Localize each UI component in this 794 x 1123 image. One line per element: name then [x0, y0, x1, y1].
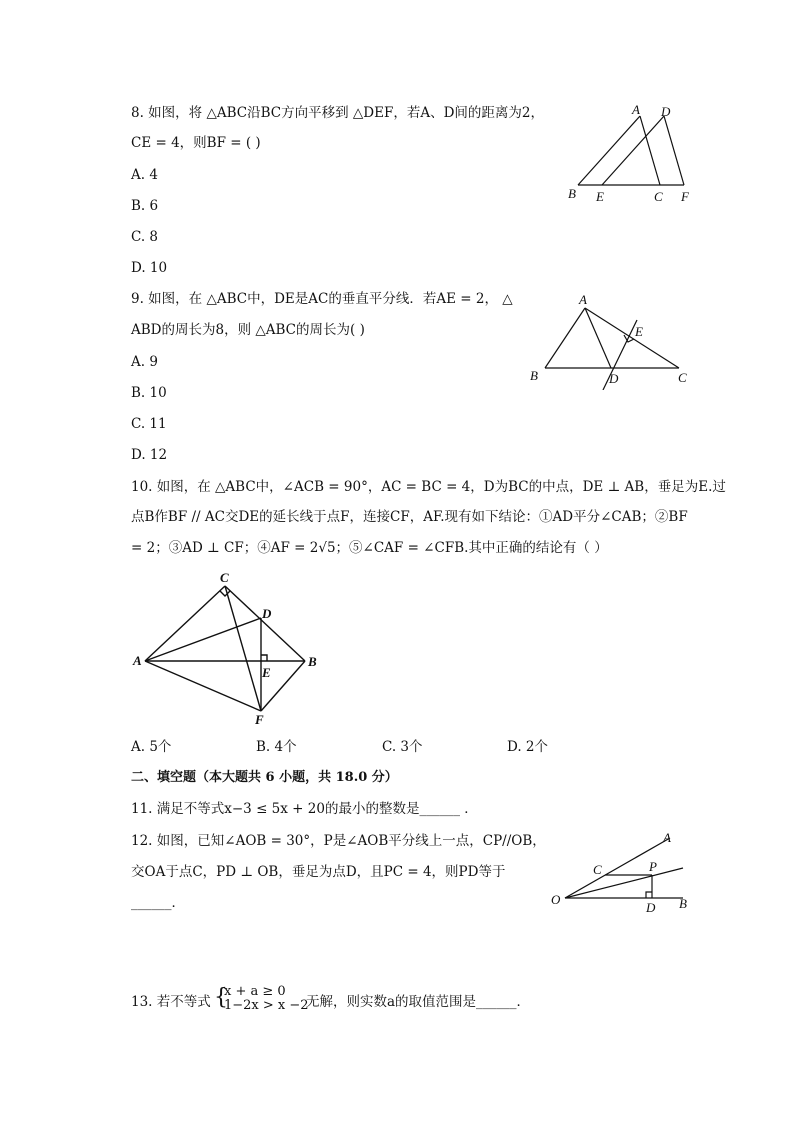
- q10-label-c: C: [220, 570, 229, 585]
- q9-option-d: D. 12: [131, 447, 168, 463]
- q10-label-a: A: [133, 653, 142, 668]
- q12-label-a: A: [663, 830, 671, 845]
- q8-triangle-figure: [560, 100, 710, 210]
- q8-label-e: E: [596, 189, 604, 204]
- q10-label-d: D: [262, 606, 272, 621]
- q10-label-f: F: [255, 712, 264, 727]
- q11-text: 11. 满足不等式x−3 ≤ 5x + 20的最小的整数是______ ．: [131, 801, 478, 817]
- q8-option-a: A. 4: [131, 167, 158, 183]
- q10-label-b: B: [308, 654, 317, 669]
- q10-right-angle-c: [220, 591, 230, 596]
- q10-option-b: B. 4个: [256, 739, 297, 755]
- q8-label-d: D: [661, 104, 671, 119]
- q10-edge-ac: [145, 586, 225, 661]
- q12-line-2: 交OA于点C，PD ⊥ OB，垂足为点D，且PC = 4，则PD等于: [131, 864, 506, 880]
- q8-line-1: 8. 如图，将 △ABC沿BC方向平移到 △DEF，若A、D间的距离为2，: [131, 105, 544, 121]
- q10-option-a: A. 5个: [131, 739, 172, 755]
- q8-label-a: A: [632, 102, 640, 117]
- q12-angle-bisector: [565, 868, 683, 898]
- section-title: 二、填空题（本大题共 6 小题，共 18.0 分）: [131, 770, 398, 785]
- q13-inequality-1: x + a ≥ 0: [224, 984, 286, 999]
- q12-angle-figure: [545, 828, 725, 918]
- q10-line-3: = 2；③AD ⊥ CF；④AF = 2√5；⑤∠CAF = ∠CFB.其中正确的结论有（ ）: [131, 540, 608, 556]
- q8-option-b: B. 6: [131, 198, 159, 214]
- q8-label-b: B: [568, 186, 576, 201]
- q12-right-angle-d: [646, 892, 652, 898]
- q13-prefix: 13. 若不等式: [131, 994, 211, 1010]
- q10-line-1: 10. 如图，在 △ABC中，∠ACB = 90°，AC = BC = 4，D为BC的中点，DE ⊥ AB，垂足为E.过: [131, 479, 726, 495]
- q8-label-f: F: [681, 189, 689, 204]
- q10-option-d: D. 2个: [507, 739, 549, 755]
- q10-geometry-figure: [125, 566, 335, 731]
- q10-right-angle-e: [261, 655, 267, 661]
- q12-label-d: D: [646, 900, 656, 915]
- q12-label-p: P: [649, 859, 657, 874]
- q8-edge-ac: [640, 116, 660, 185]
- q10-segment-cf: [225, 586, 261, 711]
- q10-line-2: 点B作BF // AC交DE的延长线于点F，连接CF，AF.现有如下结论：①AD平分∠CAB；②BF: [131, 509, 688, 525]
- q12-label-o: O: [551, 892, 561, 907]
- q12-line-3: ______．: [131, 895, 185, 911]
- q10-segment-ad: [145, 618, 261, 661]
- q8-edge-ba: [578, 116, 640, 185]
- q8-edge-ed: [602, 116, 664, 185]
- q9-label-b: B: [530, 368, 538, 383]
- q9-edge-ba: [545, 308, 585, 368]
- q9-edge-ac: [585, 308, 679, 368]
- q12-label-c: C: [593, 862, 602, 877]
- q10-segment-af: [145, 661, 261, 711]
- q9-label-e: E: [635, 324, 643, 339]
- q10-option-c: C. 3个: [382, 739, 423, 755]
- q13-inequality-2: 1−2x > x −2: [224, 998, 309, 1013]
- q12-line-1: 12. 如图，已知∠AOB = 30°，P是∠AOB平分线上一点，CP//OB，: [131, 833, 546, 849]
- q10-edge-cb: [225, 586, 305, 661]
- q13-brace: {: [214, 985, 228, 1010]
- q9-line-2: ABD的周长为8，则 △ABC的周长为( ): [131, 322, 365, 338]
- q9-option-b: B. 10: [131, 385, 167, 401]
- q13-suffix: 无解，则实数a的取值范围是______．: [306, 994, 531, 1010]
- q9-label-d: D: [609, 371, 619, 386]
- q10-label-e: E: [262, 665, 271, 680]
- q9-label-c: C: [678, 370, 687, 385]
- q9-label-a: A: [579, 292, 587, 307]
- q8-label-c: C: [654, 189, 663, 204]
- q9-triangle-figure: [525, 290, 700, 390]
- q9-option-c: C. 11: [131, 416, 167, 432]
- q8-option-d: D. 10: [131, 260, 168, 276]
- q8-edge-df: [664, 116, 684, 185]
- q8-option-c: C. 8: [131, 229, 159, 245]
- q9-line-1: 9. 如图，在 △ABC中，DE是AC的垂直平分线．若AE = 2， △: [131, 291, 513, 307]
- q9-option-a: A. 9: [131, 354, 158, 370]
- q8-line-2: CE = 4，则BF = ( ): [131, 135, 261, 151]
- q12-label-b: B: [679, 896, 687, 911]
